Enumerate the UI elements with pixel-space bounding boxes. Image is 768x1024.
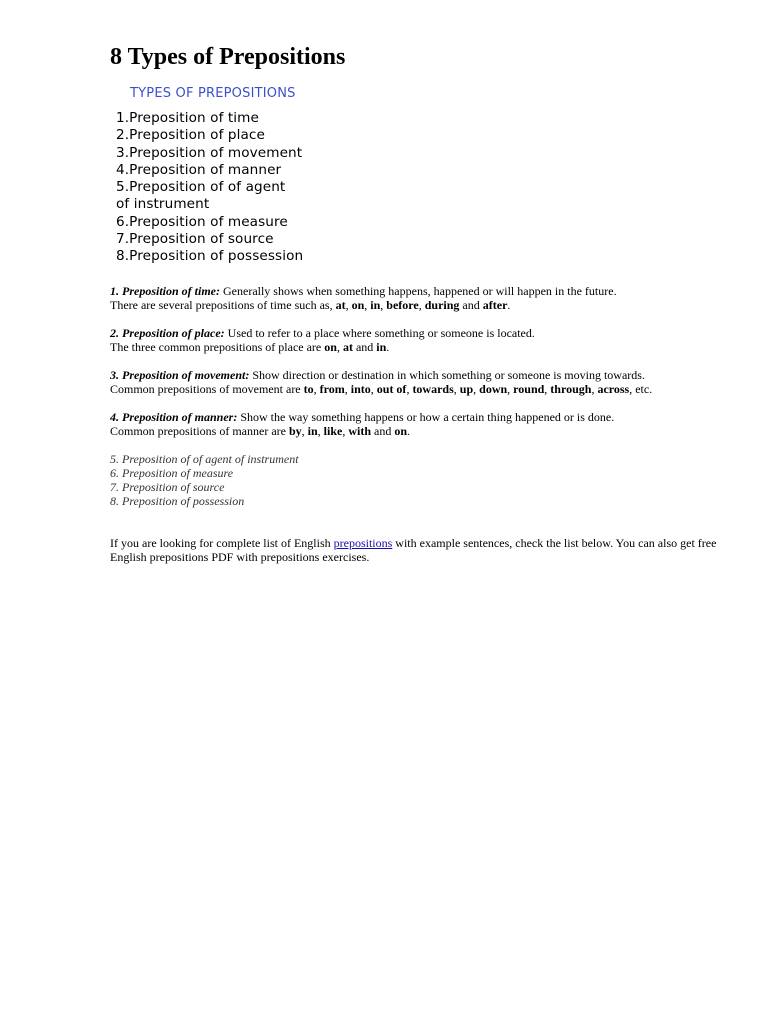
example-word: in bbox=[307, 423, 318, 438]
example-word: in bbox=[376, 339, 387, 354]
section-movement: 3. Preposition of movement: Show direction or destination in which something or someone is moving towards. Common prepositions of movement are to, from, into, out of, towards, up, down, round, through, across, etc. bbox=[110, 367, 653, 396]
types-image bbox=[110, 86, 340, 266]
section-definition: Show the way something happens or how a certain thing happened or is done. bbox=[240, 409, 615, 424]
more-types-item: 6. Preposition of measure bbox=[110, 465, 234, 480]
more-types-item: 8. Preposition of possession bbox=[110, 493, 245, 508]
section-examples-intro: The three common prepositions of place are bbox=[110, 339, 322, 354]
footer-text-before: If you are looking for complete list of English bbox=[110, 535, 331, 550]
sentence-end: . bbox=[386, 339, 390, 354]
more-types-item: 7. Preposition of source bbox=[110, 479, 225, 494]
types-list-item: 4.Preposition of manner bbox=[116, 161, 282, 178]
section-time: 1. Preposition of time: Generally shows when something happens, happened or will happen in the future. There are several prepositions of time such as, at, on, in, before, during and after. bbox=[110, 283, 617, 312]
image-heading: TYPES OF PREPOSITIONS bbox=[130, 86, 296, 101]
footer-text-after: with example sentences, check the list below. You can also get free English prepositions PDF with prepositions exercises. bbox=[110, 535, 717, 564]
section-definition: Show direction or destination in which something or someone is moving towards. bbox=[252, 367, 645, 382]
descriptions bbox=[110, 284, 730, 564]
sentence-end: . bbox=[407, 423, 411, 438]
example-word: towards bbox=[412, 381, 454, 396]
types-list-item: 2.Preposition of place bbox=[116, 127, 265, 144]
example-word: before bbox=[386, 297, 419, 312]
section-examples-intro: Common prepositions of manner are bbox=[110, 423, 286, 438]
section-term: 3. Preposition of movement: bbox=[110, 367, 250, 382]
document-page bbox=[110, 42, 730, 578]
sentence-end: , etc. bbox=[629, 381, 653, 396]
sentence-end: . bbox=[507, 297, 511, 312]
example-word: at bbox=[335, 297, 346, 312]
section-examples-intro: There are several prepositions of time such as, bbox=[110, 297, 333, 312]
footer-paragraph bbox=[110, 536, 730, 564]
example-word: from bbox=[319, 381, 345, 396]
example-word: down bbox=[479, 381, 508, 396]
example-word: to bbox=[303, 381, 314, 396]
example-word: up bbox=[459, 381, 474, 396]
example-word: across bbox=[597, 381, 630, 396]
more-types-item: 5. Preposition of of agent of instrument bbox=[110, 451, 299, 466]
section-term: 1. Preposition of time: bbox=[110, 283, 220, 298]
section-examples-intro: Common prepositions of movement are bbox=[110, 381, 301, 396]
types-list-item: 8.Preposition of possession bbox=[116, 248, 304, 265]
more-types-list bbox=[110, 452, 730, 508]
example-word: through bbox=[550, 381, 592, 396]
types-list-item: 5.Preposition of of agent bbox=[116, 179, 286, 196]
example-word: by bbox=[288, 423, 302, 438]
example-word: after bbox=[482, 297, 508, 312]
section-term: 2. Preposition of place: bbox=[110, 325, 225, 340]
types-list-item: of instrument bbox=[116, 196, 210, 213]
types-list-item: 3.Preposition of movement bbox=[116, 144, 303, 161]
example-word: in bbox=[370, 297, 381, 312]
example-word: on bbox=[324, 339, 337, 354]
section-definition: Generally shows when something happens, happened or will happen in the future. bbox=[223, 283, 617, 298]
types-list-item: 1.Preposition of time bbox=[116, 110, 259, 126]
example-word: like bbox=[323, 423, 343, 438]
conjunction: and bbox=[355, 339, 374, 354]
prepositions-link[interactable]: prepositions bbox=[333, 535, 393, 550]
example-word: into bbox=[350, 381, 371, 396]
page-title: 8 Types of Prepositions bbox=[110, 44, 346, 70]
types-list bbox=[110, 110, 340, 266]
types-list-item: 6.Preposition of measure bbox=[116, 213, 288, 230]
example-word: round bbox=[513, 381, 545, 396]
section-place: 2. Preposition of place: Used to refer to a place where something or someone is located. The three common prepositions of place are on, at and in. bbox=[110, 325, 535, 354]
example-word: on bbox=[351, 297, 365, 312]
example-word: during bbox=[424, 297, 460, 312]
section-term: 4. Preposition of manner: bbox=[110, 409, 238, 424]
conjunction: and bbox=[462, 297, 480, 312]
example-word: out of bbox=[376, 381, 407, 396]
example-word: at bbox=[342, 339, 353, 354]
conjunction: and bbox=[374, 423, 392, 438]
section-definition: Used to refer to a place where something or someone is located. bbox=[227, 325, 535, 340]
types-list-item: 7.Preposition of source bbox=[116, 231, 274, 248]
example-word: with bbox=[348, 423, 372, 438]
section-manner: 4. Preposition of manner: Show the way something happens or how a certain thing happened or is done. Common prepositions of manner are by, in, like, with and on. bbox=[110, 409, 615, 438]
example-word: on bbox=[394, 423, 408, 438]
